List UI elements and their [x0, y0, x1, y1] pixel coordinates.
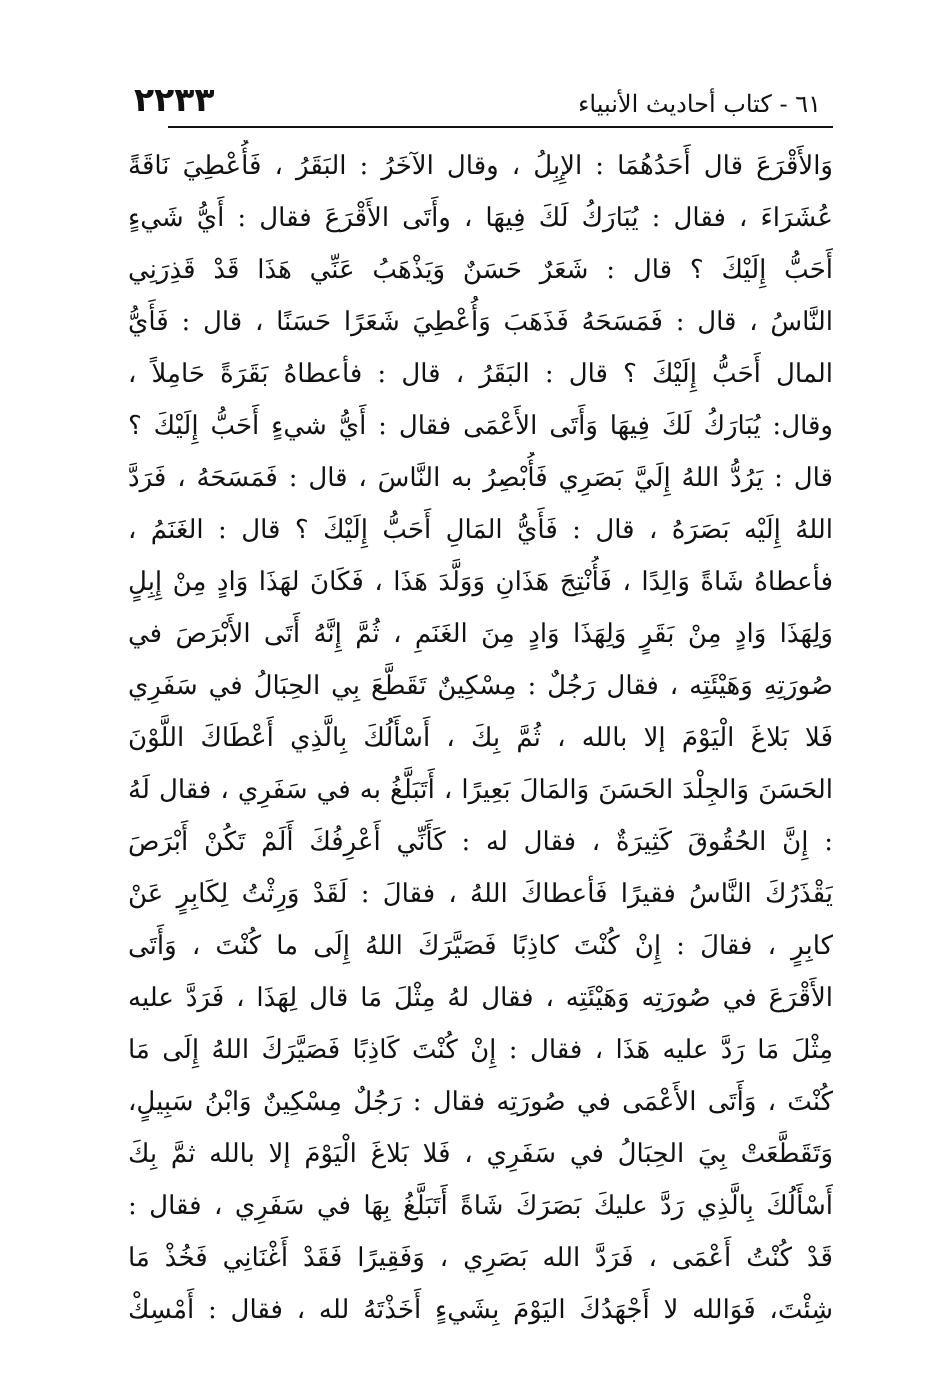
text-line: صُورَتِهِ وَهَيْئَتِه ، فقال رَجُلٌ : مِسْكِينٌ تَقَطَّعَ بِي الحِبَالُ في سَفَرِي: [128, 671, 833, 701]
text-line: فأعطاهُ شَاةً وَالِدًا ، فَأُنْتِجَ هَذَانِ وَوَلَّدَ هَذَا ، فَكَانَ لهَذَا وَادٍ مِنْ إِبِلٍ: [128, 567, 833, 597]
text-line: عُشَرَاءَ ، فقال : يُبَارَكُ لَكَ فِيهَا ، وأَتَى الأَقْرَعَ فقال : أَيُّ شَيءٍ: [128, 203, 833, 233]
text-line: كُنْتَ ، وَأَتَى الأَعْمَى في صُورَتِه فقال : رَجُلٌ مِسْكِينٌ وَابْنُ سَبِيلٍ،: [128, 1087, 833, 1117]
body-text: [128, 140, 833, 1336]
text-line: أَسْأَلُكَ بِالَّذِي رَدَّ عليكَ بَصَرَكَ شَاةً أَتَبَلَّغُ بِهَا في سَفَرِي ، فقال :: [128, 1191, 833, 1221]
text-line: قال : يَرُدُّ اللهُ إِلَيَّ بَصَرِي فَأُبْصِرُ به النَّاسَ ، قال : فَمَسَحَهُ ، فَرَدَّ: [128, 463, 833, 493]
text-line: المال أَحَبُّ إِلَيْكَ ؟ قال : البَقَرُ ، قال : فأعطاهُ بَقَرَةً حَامِلاً ،: [128, 359, 833, 389]
text-line: يَقْذَرُكَ النَّاسُ فقيرًا فَأعطاكَ اللهُ ، فقالَ : لَقَدْ وَرِثْتُ لِكَابِرٍ عَنْ: [128, 879, 833, 909]
text-line: شِئْتَ، فَوَالله لا أَجْهَدُكَ اليَوْمَ بِشَيءٍ أَخَذْتَهُ لله ، فقال : أَمْسِكْ: [128, 1295, 833, 1325]
text-line: وقال: يُبَارَكُ لَكَ فِيهَا وَأَتَى الأَعْمَى فقال : أَيُّ شيءٍ أَحَبُّ إِلَيْكَ ؟: [128, 411, 833, 441]
text-line: أَحَبُّ إِلَيْكَ ؟ قال : شَعَرٌ حَسَنٌ وَيَذْهَبُ عَنِّي هَذَا قَدْ قَذِرَنِي: [128, 255, 833, 285]
text-line: كابِرٍ ، فقالَ : إِنْ كُنْتَ كاذِبًا فَصَيَّرَكَ اللهُ إِلَى ما كُنْتَ ، وَأَتَى: [128, 931, 833, 961]
text-line: مِثْلَ مَا رَدَّ عليه هَذَا ، فقال : إِنْ كُنْتَ كَاذِبًا فَصَيَّرَكَ اللهُ إِلَى مَا: [128, 1035, 833, 1065]
page-header: [128, 70, 833, 126]
text-line: فَلا بَلاغَ الْيَوْمَ إلا بالله ، ثُمَّ بِكَ ، أَسْأَلُكَ بِالَّذِي أَعْطَاكَ اللَّوْنَ: [128, 723, 833, 753]
text-line: اللهُ إِلَيْه بَصَرَهُ ، قال : فَأَيُّ المَالِ أَحَبُّ إِلَيْكَ ؟ قال : الغَنَمُ ،: [128, 515, 833, 545]
text-line: وَلِهَذَا وَادٍ مِنْ بَقَرٍ وَلِهَذَا وَادٍ مِنَ الغَنَمِ ، ثُمَّ إِنَّهُ أَتَى الأَبْرَصَ في: [128, 619, 833, 649]
text-line: الأَقْرَعَ في صُورَتِه وَهَيْئَتِه ، فقال لهُ مِثْلَ مَا قال لِهَذَا ، فَرَدَّ عليه: [128, 983, 833, 1013]
text-line: قَدْ كُنْتُ أَعْمَى ، فَرَدَّ الله بَصَرِي ، وَفَقِيرًا فَقَدْ أَغْنَانِي فَخُذْ مَا: [128, 1243, 833, 1273]
text-line: وَالأَقْرَعَ قال أَحَدُهُمَا : الإِبِلُ ، وقال الآخَرُ : البَقَرُ ، فَأُعْطِيَ نَاقَةً: [128, 151, 833, 181]
running-head: ٦١ - كتاب أحاديث الأنبياء: [578, 90, 821, 118]
page-number: ٢٢٣٣: [134, 80, 215, 119]
text-line: الحَسَنَ وَالجِلْدَ الحَسَنَ وَالمَالَ بَعِيرًا ، أَتَبَلَّغُ به في سَفَرِي ، فقال لَهُ: [128, 775, 833, 805]
header-rule: [168, 126, 833, 128]
text-line: النَّاسُ ، قال : فَمَسَحَهُ فَذَهَبَ وَأُعْطِيَ شَعَرًا حَسَنًا ، قال : فَأَيُّ: [128, 307, 833, 337]
text-line: وَتَقَطَّعَتْ بِيَ الحِبَالُ في سَفَرِي ، فَلا بَلاغَ الْيَوْمَ إلا بالله ثمَّ بِكَ: [128, 1139, 833, 1169]
book-page: [128, 70, 833, 1325]
text-line: : إِنَّ الحُقُوقَ كَثِيرَةٌ ، فقال له : كَأَنِّي أَعْرِفُكَ أَلَمْ تَكُنْ أَبْرَصَ: [128, 827, 833, 857]
